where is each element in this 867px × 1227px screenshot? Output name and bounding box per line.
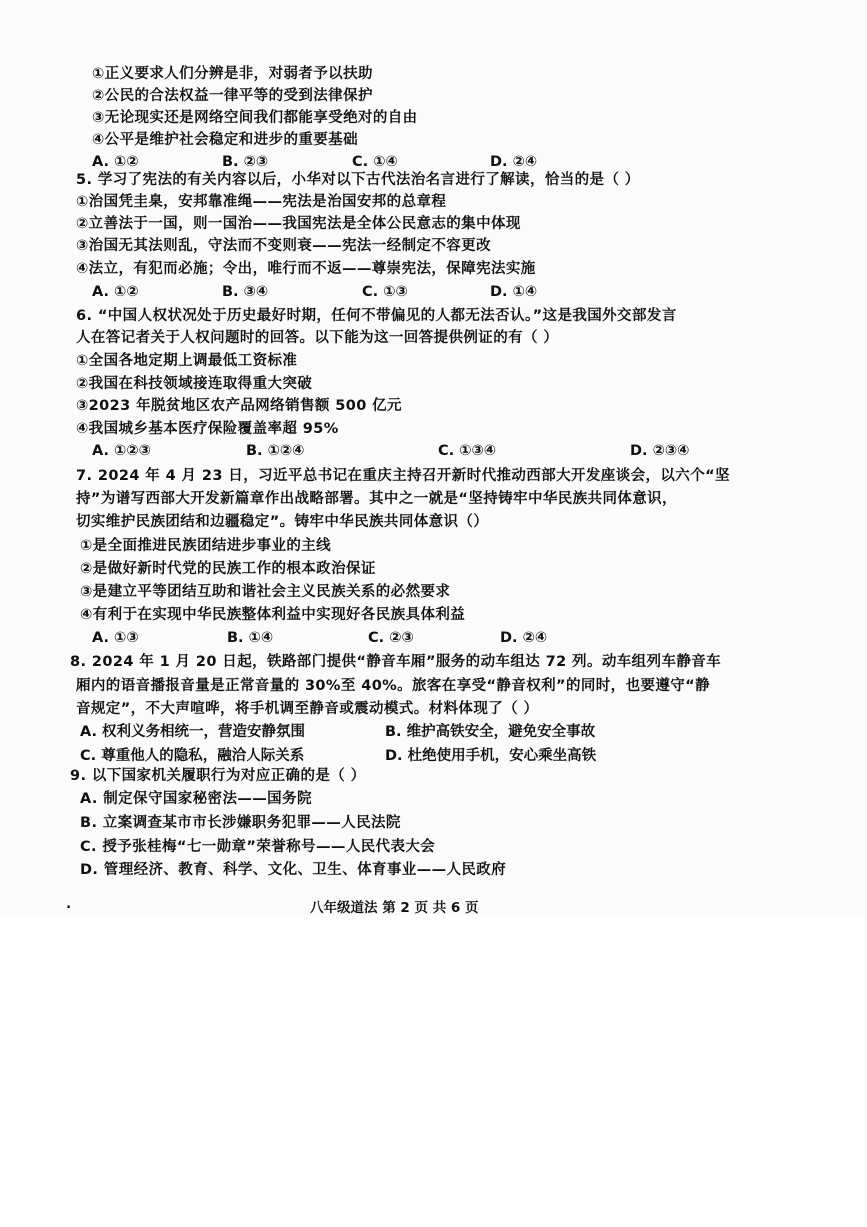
q8-option-b: B. 维护高铁安全，避免安全事故 (385, 724, 596, 740)
q7-stem-line-2: 持”为谱写西部大开发新篇章作出战略部署。其中之一就是“坚持铸牢中华民族共同体意识， (76, 491, 677, 507)
q8-option-d: D. 杜绝使用手机，安心乘坐高铁 (385, 748, 597, 764)
q5-option-b: B. ③④ (222, 284, 269, 300)
q5-stem: 5. 学习了宪法的有关内容以后，小华对以下古代法治名言进行了解读，恰当的是（ ） (76, 172, 640, 188)
q4-option-a: A. ①② (92, 154, 139, 170)
q9-option-c: C. 授予张桂梅“七一勋章”荣誉称号——人民代表大会 (80, 839, 436, 855)
q5-item-1: ①治国凭圭臬，安邦靠准绳——宪法是治国安邦的总章程 (76, 194, 447, 210)
q7-item-4: ④有利于在实现中华民族整体利益中实现好各民族具体利益 (80, 607, 466, 623)
q9-option-a: A. 制定保守国家秘密法——国务院 (80, 791, 312, 807)
q5-options (0, 282, 867, 302)
q7-item-3: ③是建立平等团结互助和谐社会主义民族关系的必然要求 (80, 584, 451, 600)
q7-stem-line-1: 7. 2024 年 4 月 23 日，习近平总书记在重庆主持召开新时代推动西部大开发座谈会，以六个“坚 (76, 468, 730, 484)
q4-item-2: ②公民的合法权益一律平等的受到法律保护 (92, 88, 373, 104)
q8-stem-line-3: 音规定”，不大声喧哗，将手机调至静音或震动模式。材料体现了（ ） (76, 701, 539, 717)
q7-stem-line-3: 切实维护民族团结和边疆稳定”。铸牢中华民族共同体意识（） (76, 514, 489, 530)
q6-option-a: A. ①②③ (92, 443, 151, 459)
q9-option-d: D. 管理经济、教育、科学、文化、卫生、体育事业——人民政府 (80, 862, 507, 878)
q8-stem-line-1: 8. 2024 年 1 月 20 日起，铁路部门提供“静音车厢”服务的动车组达 72 列。动车组列车静音车 (70, 654, 722, 670)
q4-option-c: C. ①④ (352, 154, 398, 170)
q5-item-2: ②立善法于一国，则一国治——我国宪法是全体公民意志的集中体现 (76, 216, 521, 232)
q6-item-4: ④我国城乡基本医疗保险覆盖率超 95% (76, 421, 339, 437)
q6-option-b: B. ①②④ (246, 443, 305, 459)
page-footer: 八年级道法 第 2 页 共 6 页 (310, 900, 479, 916)
q6-item-3: ③2023 年脱贫地区农产品网络销售额 500 亿元 (76, 398, 402, 414)
q6-stem-line-2: 人在答记者关于人权问题时的回答。以下能为这一回答提供例证的有（ ） (76, 330, 559, 346)
q5-option-c: C. ①③ (362, 284, 408, 300)
q7-options (0, 628, 867, 648)
q5-option-d: D. ①④ (490, 284, 538, 300)
q8-option-a: A. 权利义务相统一，营造安静氛围 (80, 724, 306, 740)
q6-option-d: D. ②③④ (630, 443, 690, 459)
q4-option-d: D. ②④ (490, 154, 538, 170)
q5-option-a: A. ①② (92, 284, 139, 300)
footer-dot: . (66, 896, 72, 912)
q9-stem: 9. 以下国家机关履职行为对应正确的是（ ） (70, 768, 366, 784)
q6-item-2: ②我国在科技领域接连取得重大突破 (76, 376, 313, 392)
q8-option-c: C. 尊重他人的隐私，融洽人际关系 (80, 748, 305, 764)
q7-option-c: C. ②③ (368, 630, 414, 646)
q6-stem-line-1: 6. “中国人权状况处于历史最好时期，任何不带偏见的人都无法否认。”这是我国外交部发言 (76, 308, 677, 324)
q5-item-3: ③治国无其法则乱，守法而不变则衰——宪法一经制定不容更改 (76, 238, 491, 254)
q6-item-1: ①全国各地定期上调最低工资标准 (76, 353, 298, 369)
q7-option-d: D. ②④ (500, 630, 548, 646)
q6-options (0, 441, 867, 461)
q4-options (0, 152, 867, 172)
q7-option-b: B. ①④ (227, 630, 274, 646)
q5-item-4: ④法立，有犯而必施；令出，唯行而不返——尊崇宪法，保障宪法实施 (76, 261, 536, 277)
q7-item-2: ②是做好新时代党的民族工作的根本政治保证 (80, 561, 376, 577)
q4-item-1: ①正义要求人们分辨是非，对弱者予以扶助 (92, 66, 373, 82)
q4-item-3: ③无论现实还是网络空间我们都能享受绝对的自由 (92, 110, 418, 126)
q7-item-1: ①是全面推进民族团结进步事业的主线 (80, 538, 332, 554)
q6-option-c: C. ①③④ (438, 443, 497, 459)
q4-option-b: B. ②③ (222, 154, 269, 170)
q9-option-b: B. 立案调查某市市长涉嫌职务犯罪——人民法院 (80, 815, 401, 831)
q8-options (0, 722, 867, 768)
q8-stem-line-2: 厢内的语音播报音量是正常音量的 30%至 40%。旅客在享受“静音权利”的同时，也要遵守“静 (76, 678, 710, 694)
q7-option-a: A. ①③ (92, 630, 139, 646)
q4-item-4: ④公平是维护社会稳定和进步的重要基础 (92, 132, 358, 148)
